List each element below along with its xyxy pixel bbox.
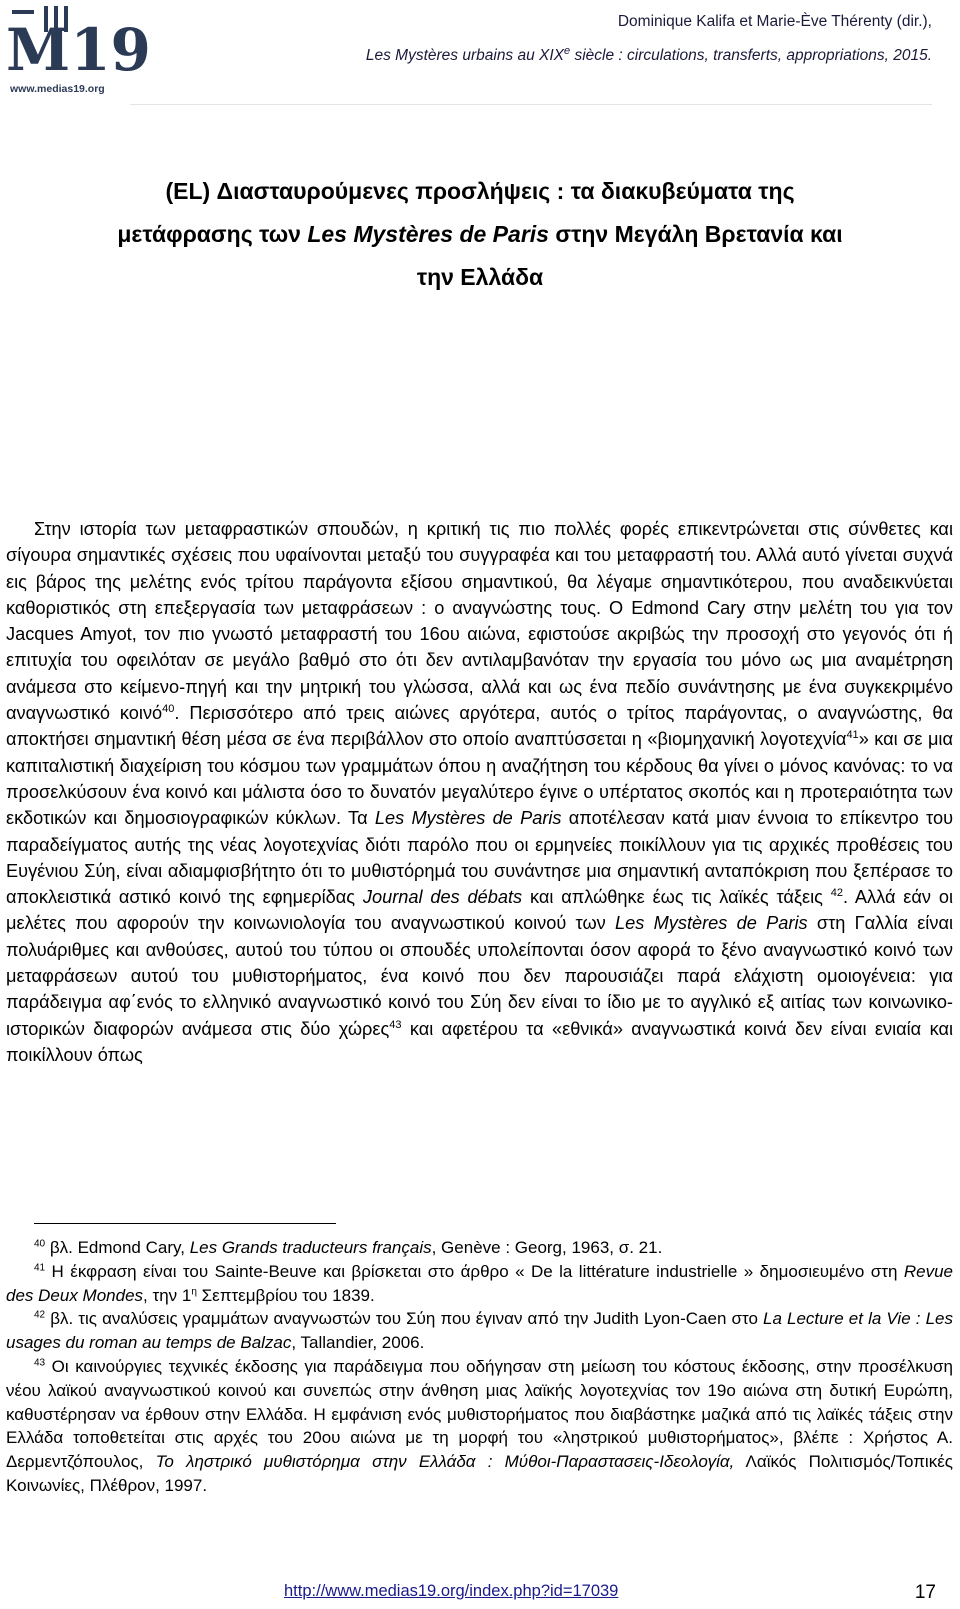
header-book-subtitle: siècle : circulations, transferts, appropriations, 2015.	[570, 47, 932, 64]
footnote-text: , την 1	[143, 1285, 192, 1305]
footnote-italic: Revue des Deux Mondes	[6, 1261, 953, 1305]
header-divider	[130, 104, 932, 105]
footnotes	[6, 1236, 953, 1498]
article-title	[40, 170, 920, 299]
body-italic-3: Les Mystères de Paris	[615, 913, 808, 934]
header-authors: Dominique Kalifa et Marie-Ève Thérenty (dir.),	[617, 13, 932, 30]
title-italic: Les Mystères de Paris	[307, 221, 549, 247]
footnote-text: Οι καινούργιες τεχνικές έκδοσης για παράδειγμα που οδήγησαν στη μείωση του κόστους έκδοσης, στην προσέλκυση νέου λαϊκού αναγνωστικού κοινού και συνεπώς στην άνθηση μιας λαϊκής λογοτεχνίας τον 19ο αιώνα στη δυτική Ευρώπη, καθυστέρησαν να έρθουν στην Ελλάδα. Η εμφάνιση ενός μυθιστορήματος που διαβάστηκε μαζικά από τις λαϊκές τάξεις στην Ελλάδα τοποθετείται στις αρχές του 20ου αιώνα με τη μορφή του «ληστρικού μυθιστορήματος», βλέπε : Χρήστος Α. Δερμεντζόπουλος,	[6, 1356, 953, 1472]
header-book-title-main: Les Mystères urbains au XIX	[365, 47, 565, 64]
running-header	[366, 10, 932, 68]
footnote-sup: η	[191, 1285, 197, 1297]
source-url-link[interactable]: http://www.medias19.org/index.php?id=17039	[284, 1582, 619, 1600]
footnote-text: βλ. Edmond Cary,	[45, 1238, 190, 1257]
body-italic-2: Journal des débats	[362, 887, 523, 908]
title-line-2	[40, 213, 920, 256]
footnote-ref-40[interactable]: 40	[162, 703, 175, 716]
footnote-italic: Les Grands traducteurs français	[189, 1238, 432, 1257]
title-line-1: (EL) Διασταυρούμενες προσλήψεις : τα διακυβεύματα της	[165, 178, 795, 204]
footnote-text: Σεπτεμβρίου του 1839.	[196, 1285, 375, 1305]
body-text-2: . Περισσότερο από τρεις αιώνες αργότερα, αυτός ο τρίτος παράγοντας, ο αναγνώστης, θα αποκτήσει σημαντική θέση μέσα σε ένα περιβάλλον στο οποίο αναπτύσσεται η «βιομηχανική λογοτεχνία	[6, 703, 953, 750]
page-number: 17	[914, 1582, 936, 1603]
footnote-number: 41	[34, 1262, 46, 1274]
title-line-3: την Ελλάδα	[416, 264, 544, 290]
footnote-text: βλ. τις αναλύσεις γραμμάτων αναγνωστών του Σύη που έγιναν από την Judith Lyon-Caen στο	[45, 1309, 764, 1329]
body-text-8: και αφετέρου τα «εθνικά» αναγνωστικά κοινά δεν είναι ενιαία και ποικίλλουν όπως	[6, 1018, 953, 1065]
body-text-6: . Αλλά εάν οι μελέτες που αφορούν την κοινωνιολογία του αναγνωστικού κοινού των	[6, 887, 953, 934]
body-text-7: στη Γαλλία είναι πολυάριθμες και ανθούσες, αυτού του τύπου οι σπουδές υπολείπονται όσον αφορά το ξένο αναγνωστικό κοινό των μεταφράσεων αυτού του μυθιστορήματος, ένα κοινό που δεν παρουσιάζει παρά ελάχιστη ομοιογένεια: για παράδειγμα αφ΄ενός το ελληνικό αναγνωστικό κοινό του Σύη δεν είναι το ίδιο με το αγγλικό εξ αιτίας των κοινωνικο-ιστορικών διαφορών ανάμεσα στις δύο χώρες	[6, 913, 953, 1039]
footnote-text: , Tallandier, 2006.	[291, 1333, 425, 1353]
footnote-number: 43	[34, 1357, 46, 1369]
body-paragraph	[6, 516, 953, 1068]
header-book-title	[366, 44, 932, 68]
header-sup: e	[564, 44, 571, 57]
footnote-separator	[34, 1223, 336, 1224]
footnote-40	[6, 1236, 953, 1260]
body-text-3: » και σε μια καπιταλιστική διαχείριση του κόσμου των γραμμάτων όπου η αναζήτηση του κέρδους θα γίνει ο μόνος κανόνας: το να προσελκύσουν ένα κοινό και μάλιστα όσο το δυνατόν μεγαλύτερο έγινε ο υπέρτατος σκοπός και η προτεραιότητα των εκδοτικών και δημοσιογραφικών κύκλων. Τα	[6, 729, 953, 829]
footnote-42	[6, 1307, 953, 1355]
logo-text: M19	[6, 16, 151, 84]
footnote-ref-41[interactable]: 41	[846, 729, 859, 742]
footnote-43	[6, 1355, 953, 1498]
footnote-text: Η έκφραση είναι του Sainte-Beuve και βρίσκεται στο άρθρο « De la littérature industrielle » δημοσιευμένο στη	[45, 1261, 904, 1281]
footnote-number: 40	[34, 1238, 46, 1250]
footnote-41	[6, 1260, 953, 1308]
title-line-2-post: στην Μεγάλη Βρετανία και	[548, 221, 843, 247]
body-text-5: και απλώθηκε έως τις λαϊκές τάξεις	[522, 887, 831, 908]
footnote-italic: Το ληστρικό μυθιστόρημα στην Ελλάδα : Μύθοι-Παραστασεις-Ιδεολογία,	[155, 1452, 735, 1472]
logo-url: www.medias19.org	[10, 83, 105, 95]
medias19-logo	[4, 4, 151, 96]
footnote-text: , Genève : Georg, 1963, σ. 21.	[431, 1238, 663, 1257]
title-line-2-pre: μετάφρασης των	[117, 221, 308, 247]
footnote-italic: La Lecture et la Vie : Les usages du roman au temps de Balzac	[6, 1309, 953, 1353]
footnote-ref-42[interactable]: 42	[830, 887, 844, 900]
footnote-ref-43[interactable]: 43	[389, 1018, 402, 1031]
footnote-number: 42	[34, 1309, 46, 1321]
footnote-text: Λαϊκός Πολιτισμός/Τοπικές Κοινωνίες, Πλέθρον, 1997.	[6, 1452, 953, 1495]
body-italic-1: Les Mystères de Paris	[374, 808, 562, 829]
body-text-4: αποτέλεσαν κατά μιαν έννοια το επίκεντρο του παραδείγματος αυτής της νέας λογοτεχνίας διότι παρόλο που οι ερμηνείες ποικίλλουν για τις αρχικές προθέσεις του Ευγένιου Σύη, είναι αδιαμφισβήτητο ότι το μυθιστόρημά του συνάντησε μια σημαντική ανταπόκριση που ξεπέρασε το αποκλειστικά αστικό κοινό της εφημερίδας	[6, 808, 954, 908]
body-text-1: Στην ιστορία των μεταφραστικών σπουδών, η κριτική τις πιο πολλές φορές επικεντρώνεται στις σύνθετες και σίγουρα σημαντικές σχέσεις που υφαίνονται μεταξύ του συγγραφέα και του μεταφραστή του. Αλλά αυτό γίνεται συχνά εις βάρος της μελέτης ενός τρίτου παράγοντα εξίσου σημαντικού, θα λέγαμε σημαντικότερου, που αναδεικνύεται καθοριστικός στη επεξεργασία των μεταφράσεων : ο αναγνώστης τους. Ο Edmond Cary στην μελέτη του για τον Jacques Amyot, τον πιο γνωστό μεταφραστή του 16ου αιώνα, εφιστούσε ακριβώς την προσοχή στο γεγονός ότι ή επιτυχία του οφειλόταν σε μεγάλο βαθμό στο ότι δεν αντιλαμβανόταν την εργασία του μόνο ως μια αναμέτρηση ανάμεσα στο κείμενο-πηγή και την μητρική του γλώσσα, αλλά και ως ένα πεδίο συνάντησης με ένα συγκεκριμένο αναγνωστικό κοινό	[6, 519, 953, 724]
